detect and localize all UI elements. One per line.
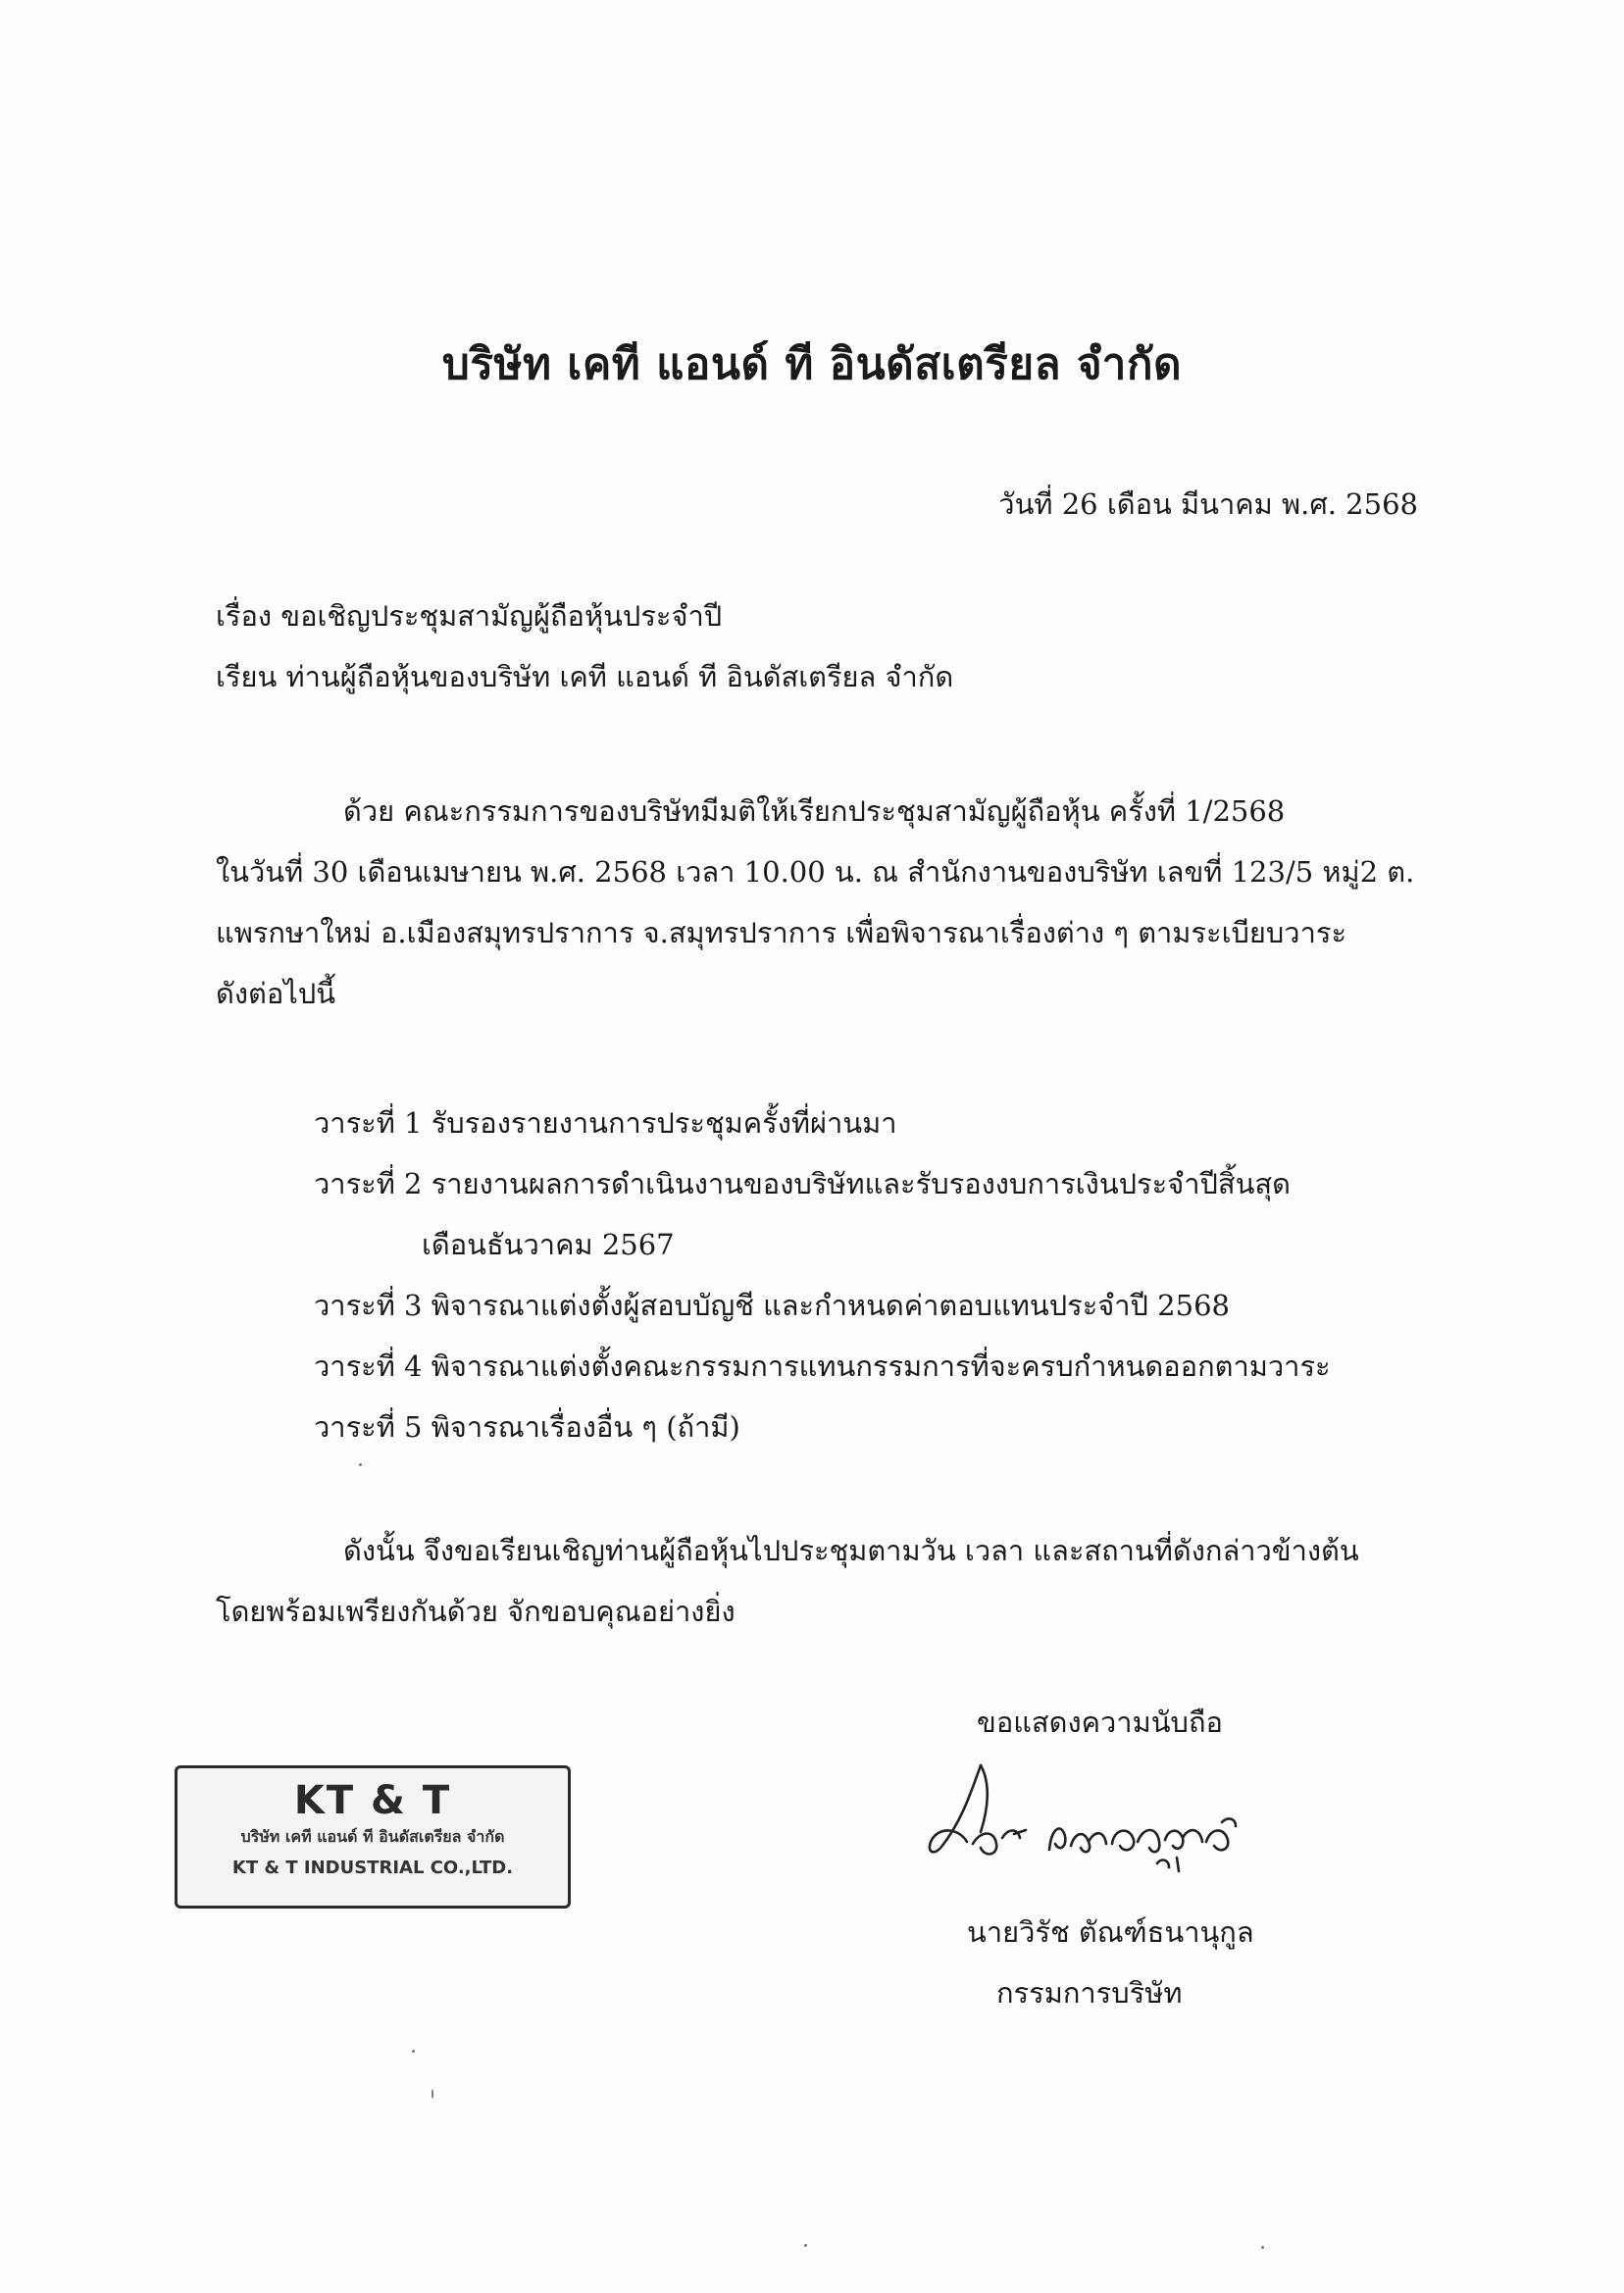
scan-speck [359, 1463, 362, 1466]
agenda-list [314, 1093, 1331, 1457]
closing-paragraph [216, 1520, 1359, 1642]
scan-speck [804, 2244, 807, 2247]
stamp-logo-text: KT & T [293, 1778, 452, 1823]
letter-recipient: เรียน ท่านผู้ถือหุ้นของบริษัท เคที แอนด์ ที อินดัสเตรียล จำกัด [216, 660, 954, 693]
paragraph-line: ด้วย คณะกรรมการของบริษัทมีมติให้เรียกประชุมสามัญผู้ถือหุ้น ครั้งที่ 1/2568 [343, 794, 1286, 828]
stamp-thai-name: บริษัท เคที แอนด์ ที อินดัสเตรียล จำกัด [240, 1827, 505, 1846]
letter-date: วันที่ 26 เดือน มีนาคม พ.ศ. 2568 [998, 487, 1418, 521]
paragraph-line: โดยพร้อมเพรียงกันด้วย จักขอบคุณอย่างยิ่ง [216, 1595, 736, 1628]
paragraph-line: แพรกษาใหม่ อ.เมืองสมุทรปราการ จ.สมุทรปราการ เพื่อพิจารณาเรื่องต่าง ๆ ตามระเบียบวาระ [216, 916, 1347, 949]
agenda-item-2: วาระที่ 2 รายงานผลการดำเนินงานของบริษัทและรับรองงบการเงินประจำปีสิ้นสุด [314, 1167, 1291, 1200]
agenda-item-2-continuation: เดือนธันวาคม 2567 [422, 1228, 675, 1261]
agenda-item-5: วาระที่ 5 พิจารณาเรื่องอื่น ๆ (ถ้ามี) [314, 1410, 740, 1444]
scan-speck [1261, 2246, 1264, 2249]
invitation-paragraph [216, 781, 1432, 1024]
agenda-item-4: วาระที่ 4 พิจารณาแต่งตั้งคณะกรรมการแทนกรรมการที่จะครบกำหนดออกตามวาระ [314, 1350, 1331, 1383]
company-stamp [175, 1765, 571, 1909]
signer-name: นายวิรัช ตัณฑ์ธนานุกูล [967, 1915, 1254, 1949]
agenda-item-1: วาระที่ 1 รับรองรายงานการประชุมครั้งที่ผ่านมา [314, 1106, 897, 1140]
handwritten-signature [912, 1754, 1265, 1881]
stamp-english-name: KT & T INDUSTRIAL CO.,LTD. [231, 1858, 514, 1878]
paragraph-line: ดังนั้น จึงขอเรียนเชิญท่านผู้ถือหุ้นไปประชุมตามวัน เวลา และสถานที่ดังกล่าวข้างต้น [343, 1534, 1359, 1567]
agenda-item-3: วาระที่ 3 พิจารณาแต่งตั้งผู้สอบบัญชี และกำหนดค่าตอบแทนประจำปี 2568 [314, 1289, 1230, 1322]
letter-subject: เรื่อง ขอเชิญประชุมสามัญผู้ถือหุ้นประจำปี [216, 599, 723, 633]
paragraph-line: ในวันที่ 30 เดือนเมษายน พ.ศ. 2568 เวลา 10.00 น. ณ สำนักงานของบริษัท เลขที่ 123/5 หมู่2 ต. [216, 855, 1415, 889]
closing-salutation: ขอแสดงความนับถือ [977, 1706, 1223, 1739]
signer-role: กรรมการบริษัท [996, 1976, 1183, 2010]
scan-speck [412, 2050, 415, 2053]
scan-speck [431, 2089, 433, 2099]
paragraph-line: ดังต่อไปนี้ [216, 977, 336, 1010]
company-title: บริษัท เคที แอนด์ ที อินดัสเตรียล จำกัด [441, 339, 1183, 389]
